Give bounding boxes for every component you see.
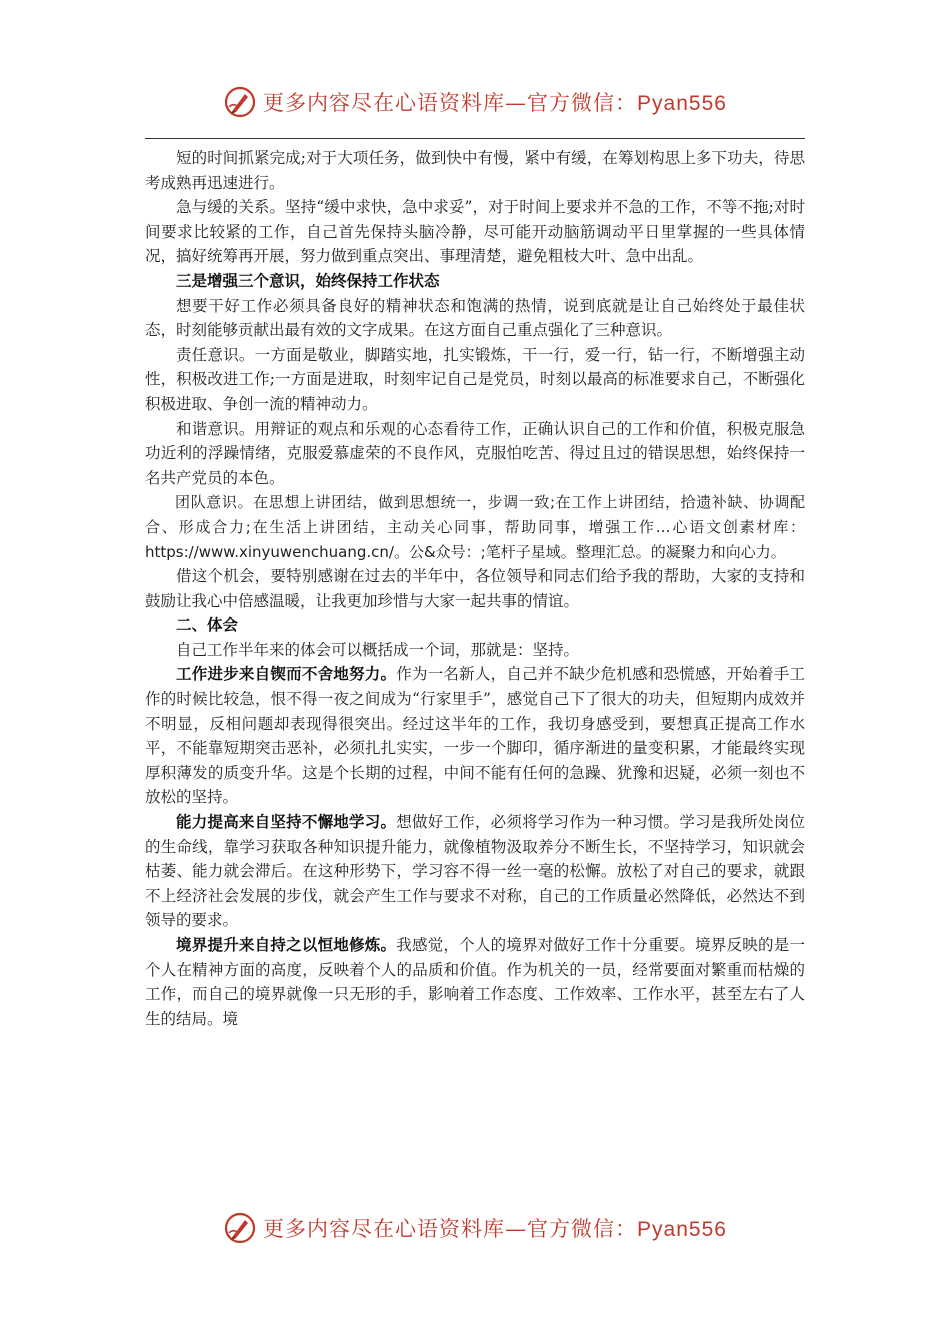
banner-title: 更多内容尽在心语资料库 — [263, 91, 506, 115]
paragraph-body: 我感觉，个人的境界对做好工作十分重要。境界反映的是一个人在精神方面的高度，反映着个人的品质和价值。作为机关的一员，经常要面对繁重而枯燥的工作，而自己的境界就像一只无形的手，影响着工作态度、工作效率、工作水平，甚至左右了人生的结局。境 — [145, 936, 805, 1028]
banner-text — [263, 1213, 727, 1243]
banner-title: 更多内容尽在心语资料库 — [263, 1217, 506, 1241]
paragraph: 想要干好工作必须具备良好的精神状态和饱满的热情，说到底就是让自己始终处于最佳状态，时刻能够贡献出最有效的文字成果。在这方面自己重点强化了三种意识。 — [145, 296, 805, 340]
paragraph — [145, 933, 805, 1031]
pen-logo-icon — [223, 1211, 257, 1245]
section-heading: 三是增强三个意识，始终保持工作状态 — [176, 270, 440, 290]
footer-banner — [0, 1206, 950, 1250]
paragraph: 自己工作半年来的体会可以概括成一个词，那就是：坚持。 — [176, 640, 580, 659]
paragraph: 借这个机会，要特别感谢在过去的半年中，各位领导和同志们给予我的帮助，大家的支持和鼓励让我心中倍感温暖，让我更加珍惜与大家一起共事的情谊。 — [145, 567, 805, 610]
pen-logo-icon — [223, 85, 257, 119]
paragraph-lead: 境界提升来自持之以恒地修炼。 — [176, 935, 397, 954]
paragraph: 团队意识。在思想上讲团结，做到思想统一，步调一致;在工作上讲团结，拾遗补缺、协调配合、形成合力;在生活上讲团结，主动关心同事，帮助同事，增强工作…心语文创素材库：https://www.xinyuwenchuang.cn/。公&众号：;笔杆子星域。整理汇总。的凝聚力和向心力。 — [145, 493, 805, 561]
paragraph: 和谐意识。用辩证的观点和乐观的心态看待工作，正确认识自己的工作和价值，积极克服急功近利的浮躁情绪，克服爱慕虚荣的不良作风，克服怕吃苦、得过且过的错误思想，始终保持一名共产党员的本色。 — [145, 419, 805, 487]
section-heading: 二、体会 — [176, 615, 239, 635]
paragraph: 急与缓的关系。坚持“缓中求快，急中求妥”，对于时间上要求并不急的工作，不等不拖;对时间要求比较紧的工作，自己首先保持头脑冷静，尽可能开动脑筋调动平日里掌握的一些具体情况，搞好统筹再开展，努力做到重点突出、事理清楚，避免粗枝大叶、急中出乱。 — [145, 198, 805, 266]
banner-text — [263, 87, 727, 117]
banner-separator: — — [505, 91, 528, 115]
paragraph: 责任意识。一方面是敬业，脚踏实地，扎实锻炼，干一行，爱一行，钻一行，不断增强主动性，积极改进工作;一方面是进取，时刻牢记自己是党员，时刻以最高的标准要求自己，不断强化积极进取、争创一流的精神动力。 — [145, 345, 805, 413]
paragraph-body: 想做好工作，必须将学习作为一种习惯。学习是我所处岗位的生命线，靠学习获取各种知识提升能力，就像植物汲取养分不断生长，不坚持学习，知识就会枯萎、能力就会滞后。在这种形势下，学习容不得一丝一毫的松懈。放松了对自己的要求，就跟不上经济社会发展的步伐，就会产生工作与要求不对称，自己的工作质量必然降低，必然达不到领导的要求。 — [145, 813, 805, 930]
banner-wechat: 官方微信：Pyan556 — [527, 1218, 727, 1241]
paragraph-body: 作为一名新人，自己并不缺少危机感和恐慌感，开始着手工作的时候比较急，恨不得一夜之间成为“行家里手”，感觉自己下了很大的功夫，但短期内成效并不明显，反相问题却表现得很突出。经过这半年的工作，我切身感受到，要想真正提高工作水平，不能靠短期突击恶补，必须扎扎实实，一步一个脚印，循序渐进的量变积累，才能最终实现厚积薄发的质变升华。这是个长期的过程，中间不能有任何的急躁、犹豫和迟疑，必须一刻也不放松的坚持。 — [145, 665, 805, 807]
banner-wechat: 官方微信：Pyan556 — [527, 92, 727, 115]
paragraph — [145, 810, 805, 933]
header-divider — [145, 138, 805, 139]
paragraph — [145, 662, 805, 810]
paragraph-lead: 能力提高来自坚持不懈地学习。 — [176, 812, 397, 832]
banner-separator: — — [505, 1217, 528, 1241]
paragraph-lead: 工作进步来自锲而不舍地努力。 — [176, 664, 397, 684]
paragraph: 短的时间抓紧完成;对于大项任务，做到快中有慢，紧中有缓，在筹划构思上多下功夫，待思考成熟再迅速进行。 — [145, 149, 805, 192]
document-body — [145, 146, 805, 1031]
header-banner — [0, 80, 950, 124]
